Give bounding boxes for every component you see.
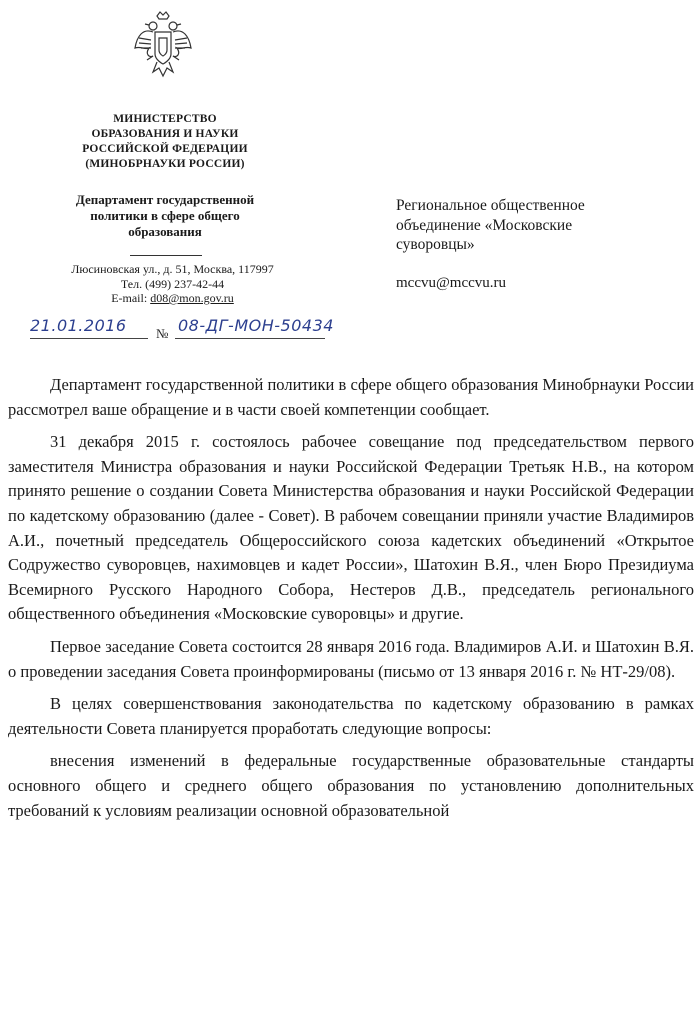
ministry-line: МИНИСТЕРСТВО xyxy=(113,113,217,125)
sender-address: Люсиновская ул., д. 51, Москва, 117997 xyxy=(71,262,274,276)
email-link[interactable]: d08@mon.gov.ru xyxy=(150,291,234,305)
department-line: политики в сфере общего xyxy=(90,208,240,223)
sender-email xyxy=(45,291,300,306)
body-paragraph: В целях совершенствования законодательства по кадетскому образованию в рамках деятельности Совета планируется проработать следующие вопросы: xyxy=(8,694,694,738)
recipient-line: суворовцы» xyxy=(396,236,475,253)
number-underline xyxy=(175,338,325,339)
recipient-line: объединение «Московские xyxy=(396,216,573,234)
recipient-block xyxy=(396,196,666,255)
date-underline xyxy=(30,338,148,339)
body-paragraph: Первое заседание Совета состоится 28 января 2016 года. Владимиров А.И. и Шатохин В.Я. о проведении заседания Совета проинформированы (письмо от 13 января 2016 г. № НТ-29/08). xyxy=(8,636,694,681)
registration-number: 08-ДГ-МОН-50434 xyxy=(178,316,334,335)
recipient-email[interactable]: mccvu@mccvu.ru xyxy=(396,275,507,291)
coat-of-arms-emblem xyxy=(131,10,195,82)
email-label: E-mail: xyxy=(111,291,151,305)
sender-phone: Тел. (499) 237-42-44 xyxy=(120,276,225,291)
letter-body xyxy=(8,373,694,831)
number-sign: № xyxy=(156,326,169,341)
ministry-line: (МИНОБРНАУКИ РОССИИ) xyxy=(85,158,245,170)
body-paragraph: Департамент государственной политики в сфере общего образования Минобрнауки России рассмотрел ваше обращение и в части своей компетенции сообщает. xyxy=(8,375,694,419)
ministry-line: ОБРАЗОВАНИЯ И НАУКИ xyxy=(91,128,239,140)
department-divider xyxy=(130,255,202,256)
department-line: Департамент государственной xyxy=(75,192,255,207)
ministry-name xyxy=(45,112,285,172)
department-line: образования xyxy=(128,224,202,239)
body-paragraph: 31 декабря 2015 г. состоялось рабочее совещание под председательством первого заместителя Министра образования и науки Российской Федерации Третьяк Н.В., на котором принято решение о создании Совета Министерства образования и науки Российской Федерации по кадетскому образованию (далее - Совет). В рабочем совещании приняли участие Владимиров А.И., почетный председатель Общероссийского союза кадетских объединений «Открытое Содружество суворовцев, нахимовцев и кадет России», Шатохин В.Я., член Бюро Президиума Всемирного Русского Народного Собора, Нестеров Д.В., председатель регионального общественного объединения «Московские суворовцы» и другие. xyxy=(8,432,694,624)
registration-date: 21.01.2016 xyxy=(30,316,127,335)
sender-contacts xyxy=(45,262,300,306)
registration-line xyxy=(30,316,350,346)
body-paragraph: внесения изменений в федеральные государственные образовательные стандарты основного общего и среднего общего образования по установлению дополнительных требований к условиям реализации основной образовательной xyxy=(8,751,694,820)
department-name xyxy=(45,192,285,240)
ministry-line: РОССИЙСКОЙ ФЕДЕРАЦИИ xyxy=(82,143,248,155)
recipient-line: Региональное общественное xyxy=(396,197,585,214)
